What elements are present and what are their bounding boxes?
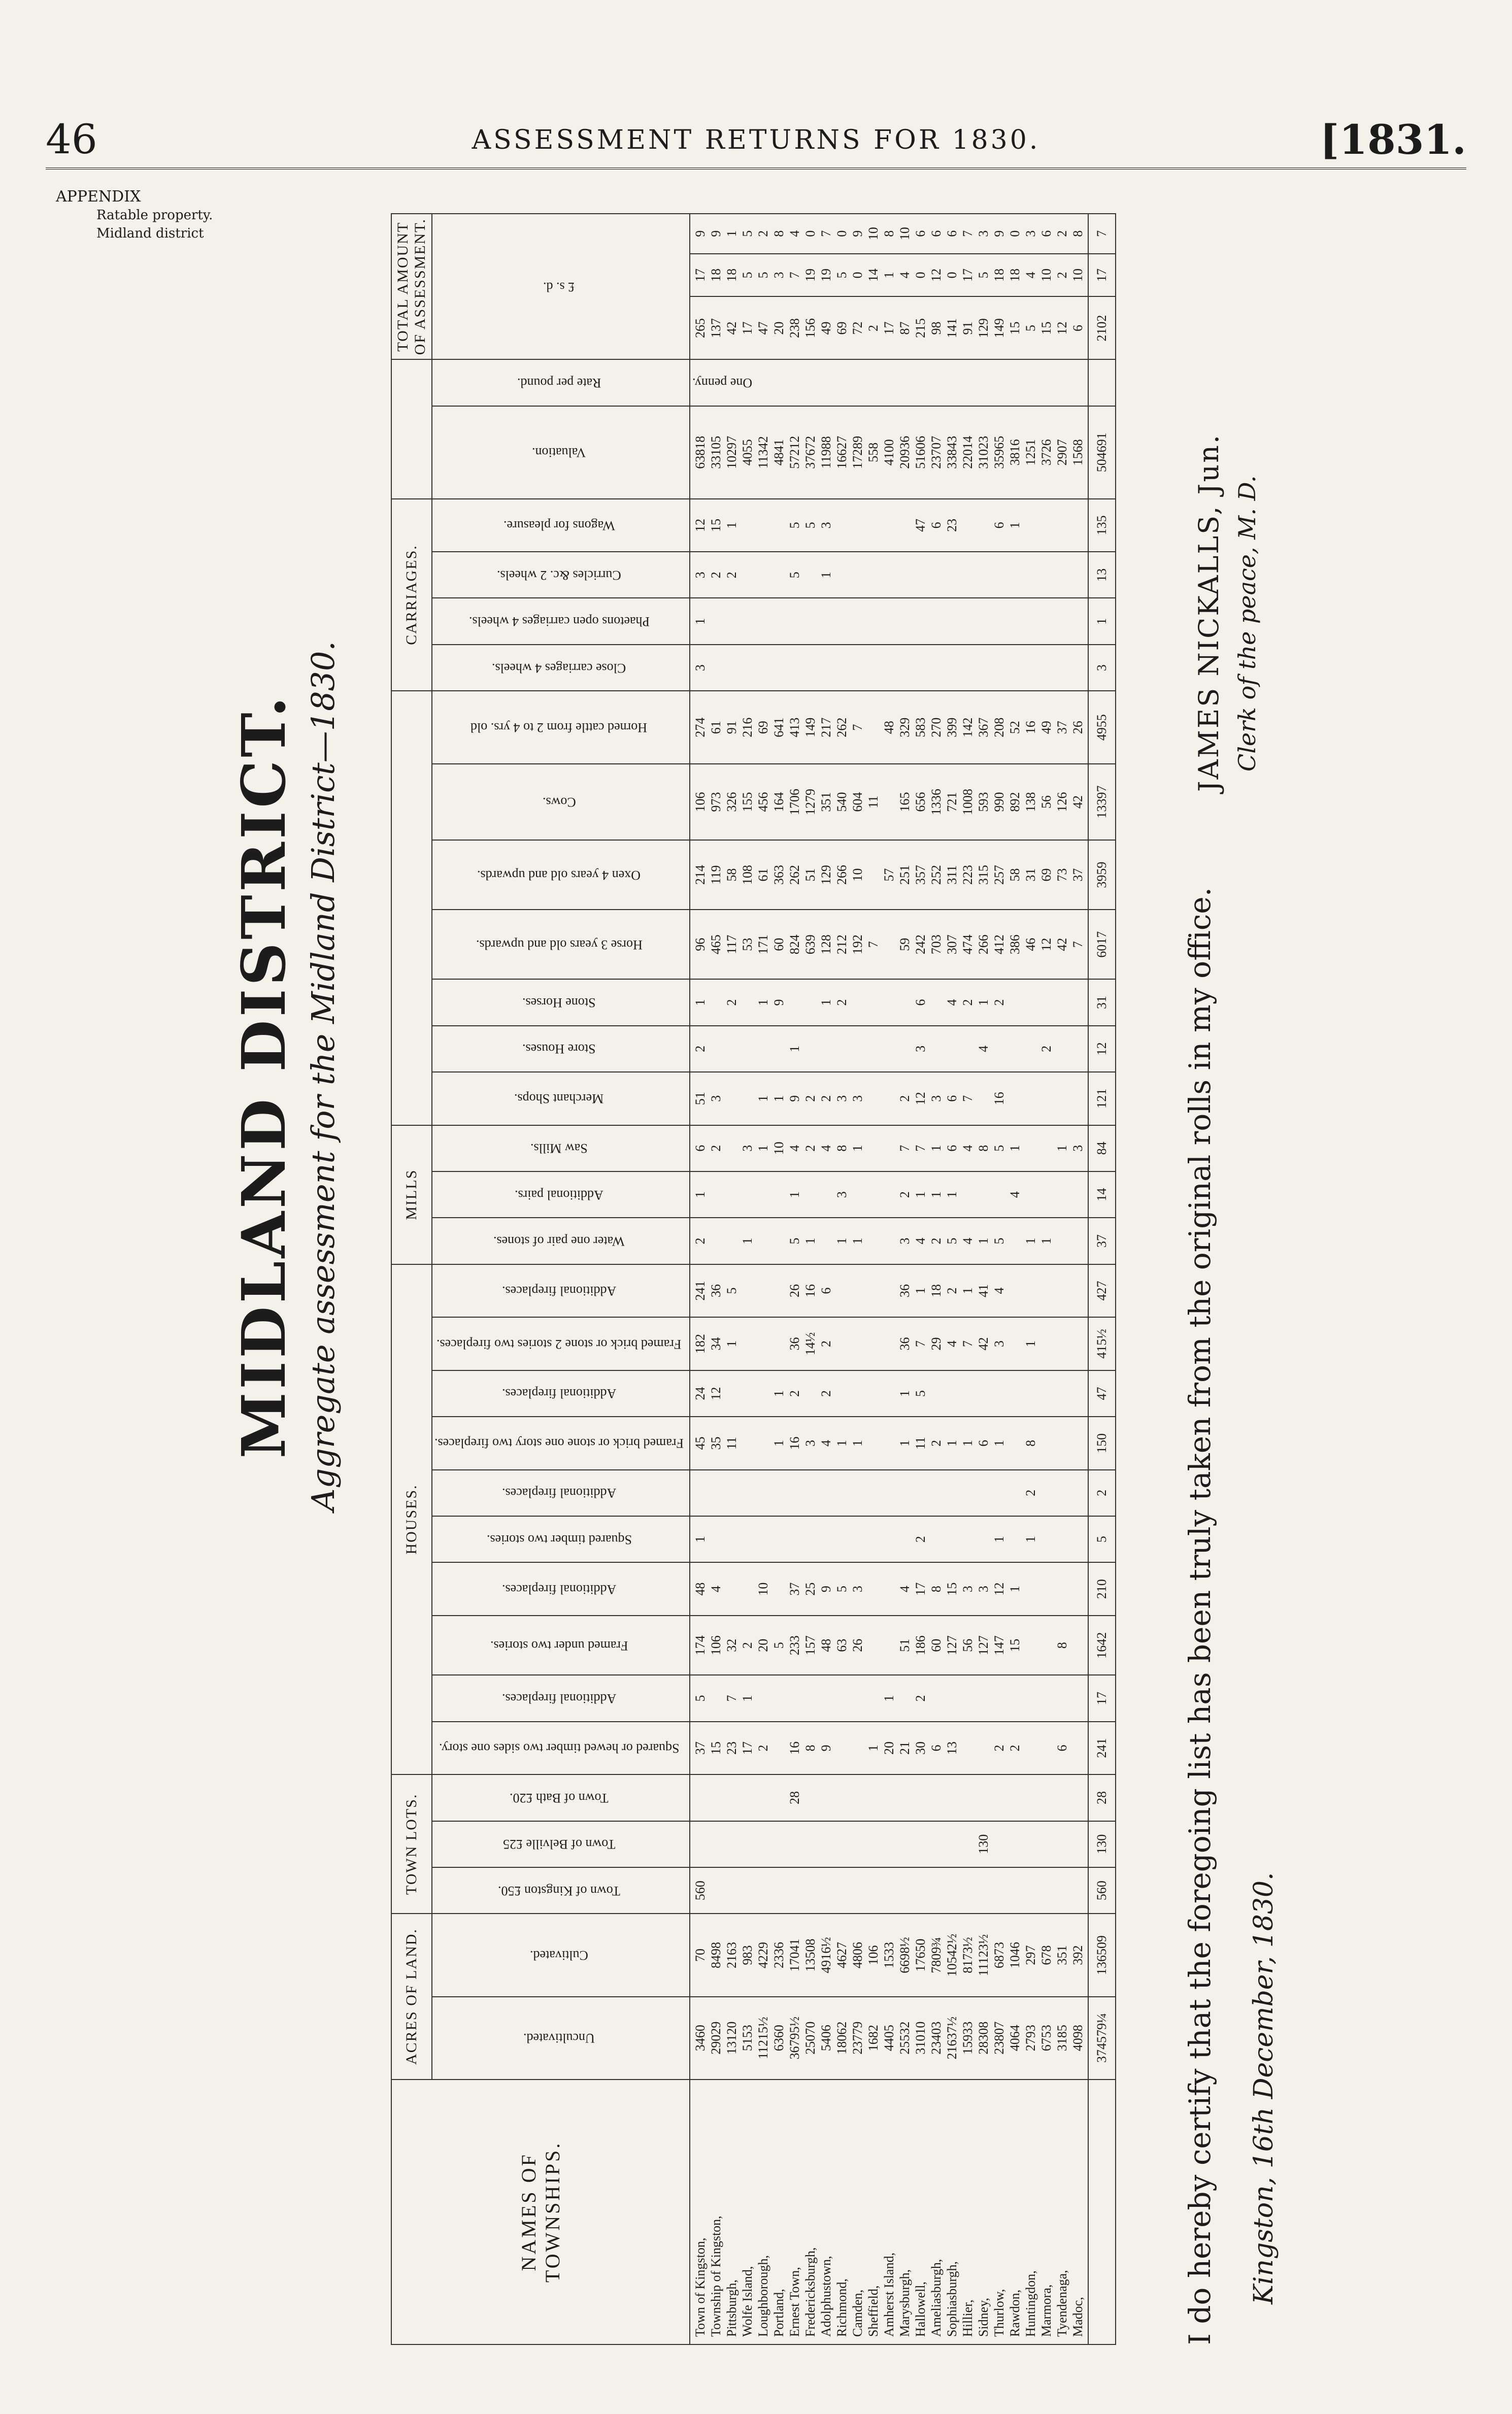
column-header-row: [432, 214, 690, 2344]
col-phaetons: Phaetons open carriages 4 wheels.: [432, 598, 690, 645]
carriages-group: CARRIAGES.: [391, 499, 432, 691]
col-squared-hewed: Squared or hewed timber two sides one story.: [432, 1722, 690, 1774]
cell-framed-one-story: 45 35 11 1 16 3 4 1 1 1 11 2 1 1 6 1 8: [690, 1417, 1088, 1469]
header-rule: [46, 167, 1466, 170]
dateline: Kingston, 16th December, 1830.: [1249, 1872, 1279, 2304]
col-kingston-lots: Town of Kingston £50.: [432, 1867, 690, 1914]
total-merchant-shops: 121: [1088, 1072, 1116, 1125]
col-bath-lots: Town of Bath £20.: [432, 1774, 690, 1821]
col-valuation: Valuation.: [432, 406, 690, 499]
cell-oxen: 214 119 58 108 61 363 262 51 129 266 10 57 251 357 252 311 223 315 257 58 31 69 73 37: [690, 840, 1088, 910]
cell-squared-hewed: 37 15 23 17 2 16 8 9 1 20 21 30 6 13 2 2 6: [690, 1722, 1088, 1774]
total-stone-horses: 31: [1088, 979, 1116, 1025]
cell-shillings: 17 18 18 5 5 3 7 19 19 5 0 14 1 4 0 12 0 17 5 18 18 4 10 2 10: [690, 254, 1088, 297]
cell-add-fireplaces-5: 241 36 5 26 16 6 36 1 18 2 1 41 4: [690, 1264, 1088, 1318]
page-number: 46: [46, 116, 97, 163]
cell-phaetons: 1: [690, 598, 1088, 645]
total-add-fireplaces-3: 2: [1088, 1470, 1116, 1516]
col-stone-horses: Stone Horses.: [432, 979, 690, 1025]
page-header: [46, 116, 1466, 161]
signer-name: JAMES NICKALLS, Jun.: [1193, 433, 1225, 792]
col-cows: Cows.: [432, 764, 690, 840]
total-kingston-lots: 560: [1088, 1867, 1116, 1914]
total-squared-timber: 5: [1088, 1516, 1116, 1562]
total-belville-lots: 130: [1088, 1821, 1116, 1867]
assessment-table: [391, 213, 1116, 2345]
cell-uncultivated: 3460 29029 13120 5153 11215½ 6360 36795½ 25070 5406 18062 23779 1682 4405 25532 31010 23403 21637½ 15933 28308 23807 4064 2793 6753 3185 4098: [690, 1997, 1088, 2080]
cell-merchant-shops: 51 3 1 1 9 2 2 3 3 2 12 3 6 7 16: [690, 1072, 1088, 1125]
total-add-fireplaces-5: 427: [1088, 1264, 1116, 1318]
col-additional-pairs: Additional pairs.: [432, 1171, 690, 1218]
total-cultivated: 136509: [1088, 1914, 1116, 1996]
cell-stone-horses: 1 2 1 9 1 2 6 4 2 1 2: [690, 979, 1088, 1025]
col-framed-two-stories: Framed brick or stone 2 stories two fireplaces.: [432, 1317, 690, 1370]
cell-valuation: 63818 33105 10297 4055 11342 4841 57212 37672 11988 16627 17289 558 4100 20936 51606 23707 33843 22014 31023 35965 3816 1251 3726 2907 1568: [690, 406, 1088, 499]
col-add-fireplaces-1: Additional fireplaces.: [432, 1675, 690, 1721]
table-row-townships: [690, 214, 1088, 2344]
township-names: Town of Kingston, Township of Kingston, Pittsburgh, Wolfe Island, Loughborough, Portland, Ernest Town, Fredericksburgh, Adolphustown, Richmond, Camden, Sheffield, Amherst Island, Marysburgh, Hallowell, Ameliasburgh, Sophiasburgh, Hillier, Sidney, Thurlow, Rawdon, Huntingdon, Marmora, Tyendenaga, Madoc,: [690, 2080, 1088, 2344]
col-total-currency: £ s. d.: [432, 214, 690, 359]
cell-horned-cattle: 274 61 91 216 69 641 413 149 217 262 7 48 329 583 270 399 142 367 208 52 16 49 37 26: [690, 691, 1088, 764]
total-bath-lots: 28: [1088, 1774, 1116, 1821]
appendix-subnote: Ratable property. Midland district: [96, 208, 213, 241]
total-add-fireplaces-4: 47: [1088, 1370, 1116, 1417]
col-squared-timber: Squared timber two stories.: [432, 1516, 690, 1562]
acres-group: ACRES OF LAND.: [391, 1914, 432, 2079]
totals-label: [1088, 2080, 1116, 2344]
col-horses: Horse 3 years old and upwards.: [432, 910, 690, 979]
total-additional-pairs: 14: [1088, 1171, 1116, 1218]
rate-note: One penny.: [692, 375, 753, 390]
total-rate: [1088, 359, 1116, 406]
cell-water-mills: 2 1 5 1 1 1 3 4 2 5 4 1 5 1 1: [690, 1218, 1088, 1264]
total-valuation: 504691: [1088, 406, 1116, 499]
cell-add-fireplaces-1: 5 7 1 1 2: [690, 1675, 1088, 1721]
total-pence: 7: [1088, 214, 1116, 254]
cell-framed-two-stories: 182 34 1 36 14½ 2 36 7 29 4 7 42 3 1: [690, 1317, 1088, 1370]
total-add-fireplaces-1: 17: [1088, 1675, 1116, 1721]
col-store-houses: Store Houses.: [432, 1026, 690, 1072]
total-shillings: 17: [1088, 254, 1116, 297]
col-cultivated: Cultivated.: [432, 1914, 690, 1996]
col-add-fireplaces-3: Additional fireplaces.: [432, 1470, 690, 1516]
cell-additional-pairs: 1 1 3 2 1 1 1 4: [690, 1171, 1088, 1218]
col-add-fireplaces-2: Additional fireplaces.: [432, 1562, 690, 1615]
col-horned-cattle: Horned cattle from 2 to 4 yrs. old: [432, 691, 690, 764]
group-header-row: [391, 214, 432, 2344]
col-close-carriages: Close carriages 4 wheels.: [432, 645, 690, 691]
total-framed-one-story: 150: [1088, 1417, 1116, 1469]
cell-pounds: 265 137 42 17 47 20 238 156 49 69 72 2 17 87 215 98 141 91 129 149 15 5 15 12 6: [690, 296, 1088, 359]
cell-kingston-lots: 560: [690, 1867, 1088, 1914]
appendix-label: APPENDIX: [56, 188, 141, 206]
cell-curricles: 3 2 2 5 1: [690, 552, 1088, 598]
col-curricles: Curricles &c. 2 wheels.: [432, 552, 690, 598]
town-lots-group: TOWN LOTS.: [391, 1774, 432, 1914]
cell-add-fireplaces-2: 48 4 10 37 25 9 5 3 4 17 8 15 3 3 12 1: [690, 1562, 1088, 1615]
total-uncultivated: 374579¼: [1088, 1997, 1116, 2080]
cell-store-houses: 2 1 3 4 2: [690, 1026, 1088, 1072]
signer-title: Clerk of the peace, M. D.: [1233, 475, 1261, 772]
col-saw-mills: Saw Mills.: [432, 1125, 690, 1171]
cell-pence: 9 9 1 5 2 8 4 0 7 0 9 10 8 10 6 6 6 7 3 9 0 3 6 2 8: [690, 214, 1088, 254]
cell-wagons: 12 15 1 5 5 3 47 6 23 6 1: [690, 499, 1088, 552]
total-group: TOTAL AMOUNT OF ASSESSMENT.: [391, 214, 432, 359]
total-framed-two-stories: 415½: [1088, 1317, 1116, 1370]
valuation-group: [391, 359, 432, 498]
total-squared-hewed: 241: [1088, 1722, 1116, 1774]
header-year: [1831.: [1320, 116, 1466, 163]
mills-group: MILLS: [391, 1125, 432, 1264]
total-add-fireplaces-2: 210: [1088, 1562, 1116, 1615]
col-merchant-shops: Merchant Shops.: [432, 1072, 690, 1125]
col-rate: Rate per pound.: [432, 359, 690, 406]
total-water-mills: 37: [1088, 1218, 1116, 1264]
running-title: ASSESSMENT RETURNS FOR 1830.: [472, 125, 1040, 155]
total-store-houses: 12: [1088, 1026, 1116, 1072]
col-framed-under: Framed under two stories.: [432, 1616, 690, 1675]
cell-squared-timber: 1 2 1 1: [690, 1516, 1088, 1562]
cell-rate: [690, 359, 1088, 406]
rotated-table-page: [228, 213, 1447, 2345]
total-wagons: 135: [1088, 499, 1116, 552]
total-phaetons: 1: [1088, 598, 1116, 645]
cell-belville-lots: 130: [690, 1821, 1088, 1867]
table-row-totals: [1088, 214, 1116, 2344]
total-curricles: 13: [1088, 552, 1116, 598]
total-oxen: 3959: [1088, 840, 1116, 910]
cell-saw-mills: 6 2 3 1 10 4 2 4 8 1 7 7 1 6 4 8 5 1 1 3: [690, 1125, 1088, 1171]
cell-horses: 96 465 117 53 171 60 824 639 128 212 192 7 59 242 703 307 474 266 412 386 46 12 42 7: [690, 910, 1088, 979]
names-header: NAMES OF TOWNSHIPS.: [391, 2080, 690, 2344]
cell-add-fireplaces-4: 24 12 1 2 2 1 5: [690, 1370, 1088, 1417]
total-pounds: 2102: [1088, 296, 1116, 359]
col-add-fireplaces-5: Additional fireplaces.: [432, 1264, 690, 1318]
cell-framed-under: 174 106 32 2 20 5 233 157 48 63 26 51 186 60 127 56 127 147 15 8: [690, 1616, 1088, 1675]
total-framed-under: 1642: [1088, 1616, 1116, 1675]
col-oxen: Oxen 4 years old and upwards.: [432, 840, 690, 910]
col-belville-lots: Town of Belville £25: [432, 1821, 690, 1867]
cell-close-carriages: 3: [690, 645, 1088, 691]
certification-text: I do hereby certify that the foregoing list has been truly taken from the original rolls in my office.: [1183, 887, 1217, 2345]
col-framed-one-story: Framed brick or stone one story two fireplaces.: [432, 1417, 690, 1469]
district-subtitle: Aggregate assessment for the Midland District—1830.: [305, 641, 342, 1512]
col-uncultivated: Uncultivated.: [432, 1997, 690, 2080]
total-horses: 6017: [1088, 910, 1116, 979]
total-close-carriages: 3: [1088, 645, 1116, 691]
cell-cows: 106 973 326 155 456 164 1706 1279 351 540 604 11 165 656 1336 721 1008 593 990 892 138 56 126 42: [690, 764, 1088, 840]
houses-group: HOUSES.: [391, 1264, 432, 1774]
total-horned-cattle: 4955: [1088, 691, 1116, 764]
col-add-fireplaces-4: Additional fireplaces.: [432, 1370, 690, 1417]
cell-add-fireplaces-3: 2: [690, 1470, 1088, 1516]
col-water-mills: Water one pair of stones.: [432, 1218, 690, 1264]
district-title: MIDLAND DISTRICT.: [228, 693, 299, 1459]
total-cows: 13397: [1088, 764, 1116, 840]
col-wagons: Wagons for pleasure.: [432, 499, 690, 552]
stock-group: [391, 691, 432, 1125]
total-saw-mills: 84: [1088, 1125, 1116, 1171]
cell-cultivated: 70 8498 2163 983 4229 2336 17041 13508 4916½ 4627 4806 106 1533 6698½ 17650 7809¾ 10542½ 8173½ 11123½ 6873 1046 297 678 351 392: [690, 1914, 1088, 1996]
cell-bath-lots: 28: [690, 1774, 1088, 1821]
